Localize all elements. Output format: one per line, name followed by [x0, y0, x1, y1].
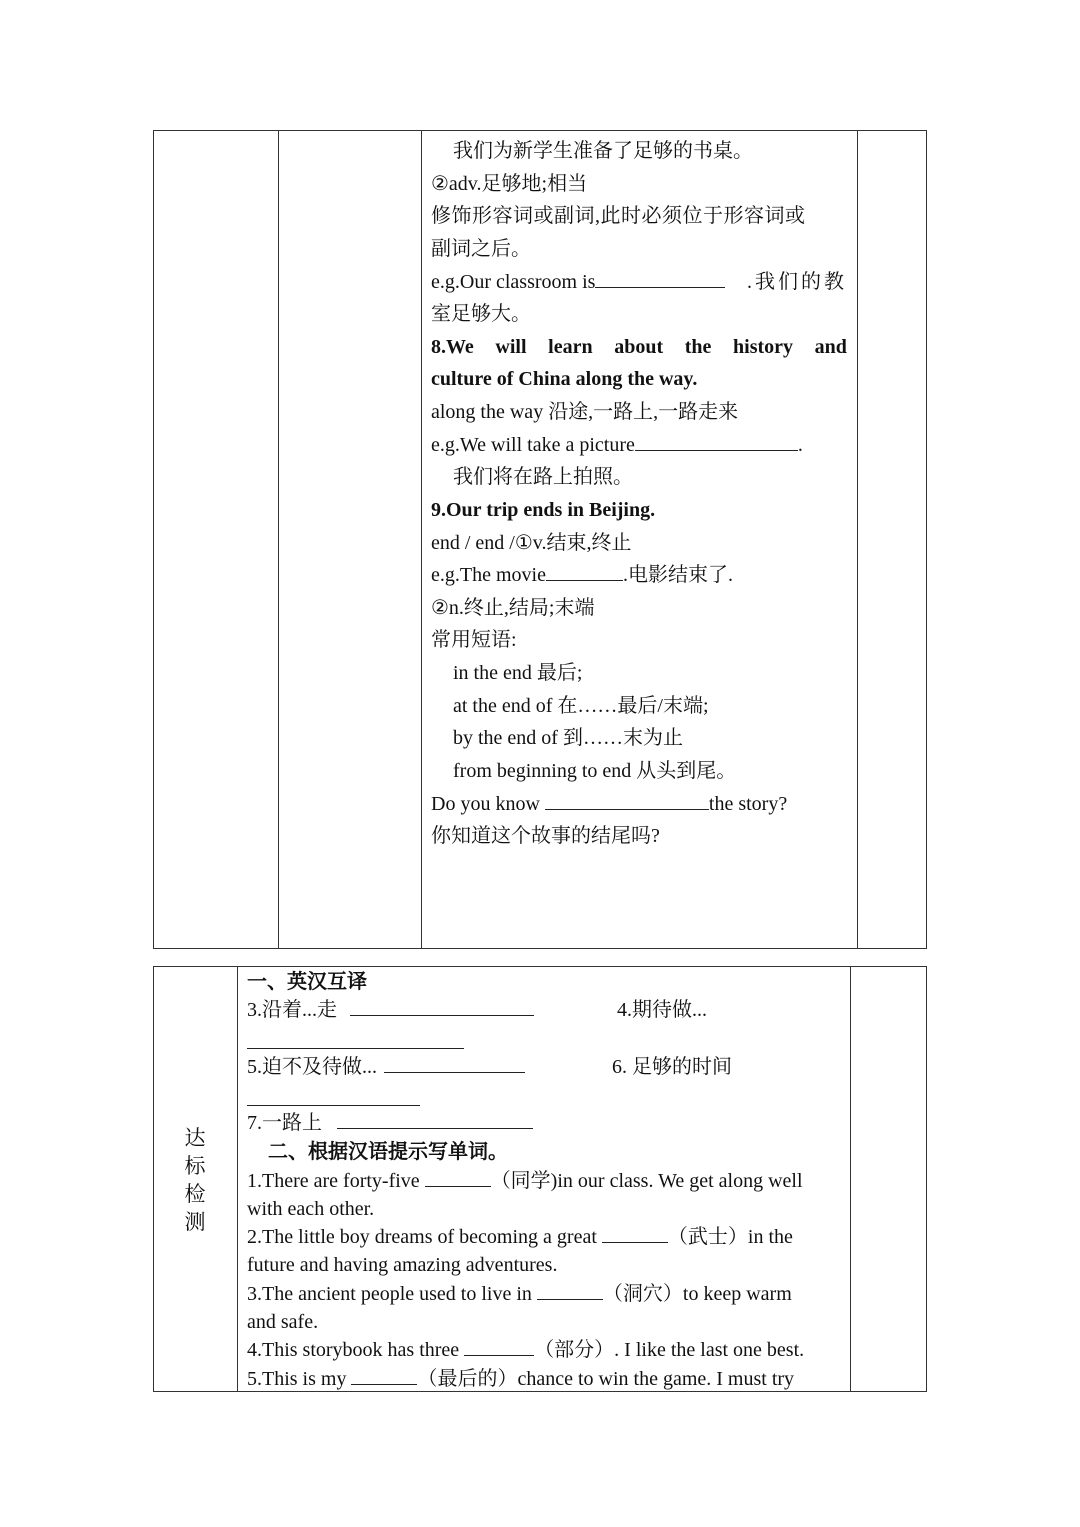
sentence-heading: culture of China along the way.: [431, 368, 698, 390]
word: learn: [548, 336, 593, 358]
note-line: along the way 沿途,一路上,一路走来: [431, 401, 739, 423]
word: will: [495, 336, 527, 358]
answer-blank[interactable]: [602, 1224, 668, 1243]
note-line: ②n.终止,结局;末端: [431, 597, 595, 619]
question-text: 3.The ancient people used to live in: [247, 1283, 537, 1305]
example-line: [431, 791, 787, 817]
question-text: （同学)in our class. We get along well: [490, 1170, 803, 1192]
question-line: [247, 1366, 794, 1392]
example-line: [431, 269, 847, 295]
example-text: Do you know: [431, 793, 545, 815]
column-divider: [857, 131, 858, 948]
note-line: end / end /①v.结束,终止: [431, 532, 632, 554]
example-line: [431, 562, 733, 588]
question-line: [247, 1337, 804, 1363]
note-line: 室足够大。: [431, 303, 531, 325]
note-line: 我们将在路上拍照。: [453, 466, 633, 488]
item-label: 3.沿着...走: [247, 999, 337, 1021]
note-line: 常用短语:: [431, 629, 517, 651]
answer-blank[interactable]: [425, 1168, 491, 1187]
phrase-line: by the end of 到……末为止: [453, 727, 683, 749]
answer-blank[interactable]: [464, 1337, 534, 1356]
question-text: 1.There are forty-five: [247, 1170, 425, 1192]
word: and: [814, 336, 847, 358]
answer-blank[interactable]: [635, 432, 798, 451]
translation-item: 6. 足够的时间: [612, 1056, 732, 1078]
note-line: 修饰形容词或副词,此时必须位于形容词或: [431, 205, 806, 227]
item-label: 5.迫不及待做...: [247, 1056, 377, 1078]
column-divider: [237, 967, 238, 1391]
sentence-heading: [431, 334, 847, 360]
question-text: （洞穴）to keep warm: [602, 1283, 792, 1305]
answer-blank[interactable]: [546, 562, 623, 581]
answer-blank[interactable]: [384, 1054, 525, 1073]
question-text: （武士）in the: [667, 1226, 793, 1248]
example-line: [431, 432, 803, 458]
word: the: [684, 336, 712, 358]
translation-item: [247, 1054, 525, 1080]
phrase-line: from beginning to end 从头到尾。: [453, 760, 737, 782]
translation-item: [247, 997, 534, 1023]
question-text: 4.This storybook has three: [247, 1339, 465, 1361]
word: 8.We: [431, 336, 474, 358]
answer-blank[interactable]: [537, 1281, 603, 1300]
question-line: with each other.: [247, 1198, 375, 1220]
question-line: [247, 1224, 793, 1250]
question-text: （最后的）chance to win the game. I must try: [417, 1368, 795, 1390]
example-text: e.g.We will take a picture: [431, 434, 635, 456]
phrase-line: in the end 最后;: [453, 662, 583, 684]
translation-item: 4.期待做...: [617, 999, 707, 1021]
word: history: [733, 336, 794, 358]
section-title: 二、根据汉语提示写单词。: [268, 1141, 508, 1163]
note-line: 副词之后。: [431, 238, 531, 260]
example-text: .电影结束了.: [622, 564, 733, 586]
example-text: e.g.Our classroom is: [431, 271, 596, 293]
answer-blank[interactable]: [247, 1105, 420, 1106]
answer-blank[interactable]: [545, 791, 709, 810]
column-divider: [421, 131, 422, 948]
column-divider: [850, 967, 851, 1391]
example-text: .我们的教: [747, 271, 847, 293]
note-line: 我们为新学生准备了足够的书桌。: [453, 140, 753, 162]
question-line: and safe.: [247, 1311, 319, 1333]
note-line: 你知道这个故事的结尾吗?: [431, 825, 660, 847]
note-line: ②adv.足够地;相当: [431, 173, 588, 195]
example-text: the story?: [708, 793, 788, 815]
translation-item: [247, 1110, 533, 1136]
phrase-line: at the end of 在……最后/末端;: [453, 695, 709, 717]
section-title: 一、英汉互译: [247, 971, 367, 993]
question-text: （部分）. I like the last one best.: [534, 1339, 805, 1361]
sentence-heading: 9.Our trip ends in Beijing.: [431, 499, 656, 521]
answer-blank[interactable]: [350, 997, 534, 1016]
question-text: 2.The little boy dreams of becoming a great: [247, 1226, 602, 1248]
section-side-label: [180, 1124, 210, 1244]
question-text: 5.This is my: [247, 1368, 352, 1390]
answer-blank[interactable]: [247, 1048, 464, 1049]
example-text: e.g.The movie: [431, 564, 546, 586]
answer-blank[interactable]: [351, 1366, 417, 1385]
question-line: future and having amazing adventures.: [247, 1254, 558, 1276]
example-text: .: [797, 434, 803, 456]
question-line: [247, 1281, 792, 1307]
word: about: [614, 336, 664, 358]
column-divider: [278, 131, 279, 948]
answer-blank[interactable]: [337, 1110, 533, 1129]
side-label-text: 达标检测: [184, 1126, 206, 1234]
item-label: 7.一路上: [247, 1112, 322, 1134]
answer-blank[interactable]: [595, 269, 725, 288]
question-line: [247, 1168, 803, 1194]
